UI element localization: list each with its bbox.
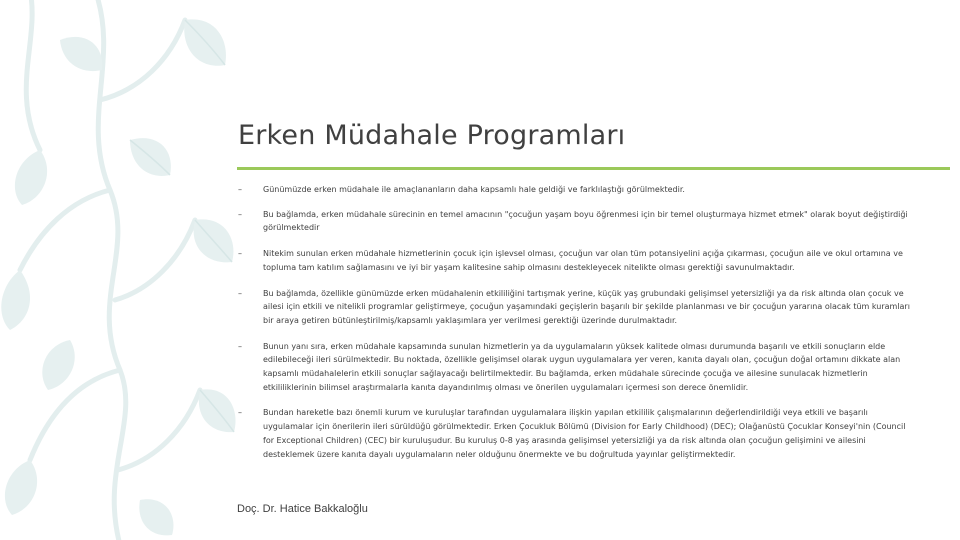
bullet-text: Nitekim sunulan erken müdahale hizmetlerinin çocuk için işlevsel olması, çocuğun var olan tüm potansiyelini açığa çıkarması, çocuğun aile ve okul ortamına ve topluma tam katılım sağlamasını ve iyi bir yaşam kalitesine sahip olmasını destekleyecek nitelikte olması gerektiği savunulmaktadır. (263, 249, 903, 272)
title-divider (237, 167, 950, 170)
bullet-marker: – (238, 408, 242, 418)
bullet-item (238, 287, 918, 328)
slide-title: Erken Müdahale Programları (238, 120, 626, 151)
bullet-marker: – (238, 341, 242, 351)
bullet-text: Bu bağlamda, erken müdahale sürecinin en temel amacının "çocuğun yaşam boyu öğrenmesi için bir temel oluşturmaya hizmet etmek" olarak boyut değiştirdiği görülmektedir (263, 209, 908, 233)
author-name: Doç. Dr. Hatice Bakkaloğlu (237, 503, 368, 515)
bullet-item (238, 183, 918, 197)
bullet-marker: – (238, 288, 242, 298)
leaf-vine-icon (0, 0, 240, 540)
bullet-text: Bu bağlamda, özellikle günümüzde erken müdahalenin etkililiğini tartışmak yerine, küçük yaş grubundaki gelişimsel yetersizliği ya da risk altında olan çocuk ve ailesi için etkili ve nitelikli programlar geliştirmeye, çocuğun yaşamındaki geçişlerin başarılı bir şekilde planlanması ve bir çocuğun yararına olacak tüm kuramları bir araya getiren bütünleştirilmiş/kapsamlı yaklaşımlara yer verilmesi gerektiği üzerinde durulmaktadır. (263, 288, 910, 325)
bullet-text: Bunun yanı sıra, erken müdahale kapsamında sunulan hizmetlerin ya da uygulamaların yüksek kalitede olması durumunda başarılı ve etkili sonuçların elde edilebileceği ileri sürülmektedir. Bu noktada, özellikle gelişimsel olarak uygun uygulamalara yer veren, kanıta dayalı olan, çocuğun doğal ortamını dikkate alan kapsamlı müdahalelerin etkili sonuçlar sağlayacağı belirtilmektedir. Bu bağlamda, erken müdahale sürecinde çocuğa ve ailesine sunulacak hizmetlerin etkililiklerinin bilimsel araştırmalarla kanıta dayandırılmış olması ve önerilen uygulamaları içermesi son derece önemlidir. (263, 341, 901, 392)
bullet-item (238, 247, 918, 274)
bullet-marker: – (238, 185, 242, 194)
bullet-text: Bundan hareketle bazı önemli kurum ve kuruluşlar tarafından uygulamalara ilişkin yapılan etkililik çalışmalarının değerlendirildiği veya etkili ve başarılı uygulamalar için önerilerin ileri sürüldüğü görülmektedir. Erken Çocukluk Bölümü (Division for Early Childhood) (DEC); Olağanüstü Çocuklar Konseyi'nin (Council for Exceptional Children) (CEC) bir kuruluşudur. Bu kuruluş 0-8 yaş arasında gelişimsel yetersizliği ya da risk altında olan çocuğun gelişimini ve ailesini desteklemek üzere kanıta dayalı uygulamaların neler olduğunu önermekte ve bu doğrultuda yayınlar geliştirmektedir. (263, 408, 906, 459)
bullet-text: Günümüzde erken müdahale ile amaçlananların daha kapsamlı hale geldiği ve farklılaştığı görülmektedir. (263, 185, 685, 194)
bullet-list (238, 183, 918, 461)
bullet-marker: – (238, 209, 242, 219)
bullet-marker: – (238, 249, 242, 259)
bullet-item (238, 340, 918, 395)
bullet-item (238, 208, 918, 235)
bullet-item (238, 406, 918, 461)
